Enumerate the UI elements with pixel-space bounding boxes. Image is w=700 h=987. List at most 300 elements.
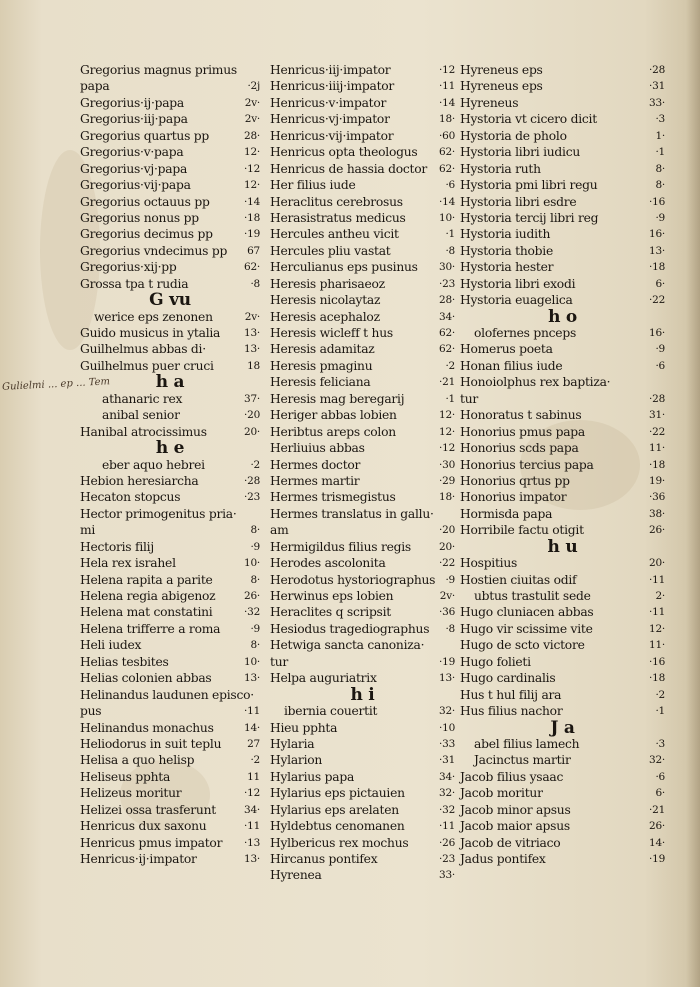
entry-folio-reference: ·12 xyxy=(439,442,455,455)
entry-text: Heraclites q scripsit xyxy=(270,605,391,620)
entry-text: Gregorius·vij·papa xyxy=(80,178,191,193)
entry-folio-reference: ·11 xyxy=(439,820,455,833)
index-entry xyxy=(270,341,455,357)
index-entry xyxy=(270,489,455,505)
entry-text: Gregorius nonus pp xyxy=(80,210,199,225)
entry-text: abel filius lamech xyxy=(474,736,580,751)
entry-folio-reference: ·11 xyxy=(649,573,665,586)
entry-folio-reference: ·20 xyxy=(244,409,260,422)
entry-folio-reference: 13· xyxy=(439,672,455,685)
entry-folio-reference: ·33 xyxy=(439,737,455,750)
index-entry xyxy=(270,144,455,160)
index-entry xyxy=(80,226,260,242)
index-entry xyxy=(80,391,260,407)
entry-folio-reference: 8· xyxy=(250,524,260,537)
entry-text: Heresis feliciana xyxy=(270,375,371,390)
entry-text: Honorius impator xyxy=(460,490,567,505)
entry-folio-reference: ·30 xyxy=(439,458,455,471)
entry-text: Hanibal atrocissimus xyxy=(80,424,207,439)
entry-text: Hystoria hester xyxy=(460,260,554,275)
entry-text: Hermes martir xyxy=(270,473,360,488)
entry-folio-reference: ·20 xyxy=(439,524,455,537)
entry-folio-reference: ·18 xyxy=(244,211,260,224)
entry-text: Her filius iude xyxy=(270,178,356,193)
entry-text: Hugo vir scissime vite xyxy=(460,621,593,636)
section-heading: h o xyxy=(548,306,577,327)
index-entry xyxy=(270,128,455,144)
entry-folio-reference: ·13 xyxy=(244,836,260,849)
index-entry xyxy=(270,243,455,259)
entry-text: Gregorius·v·papa xyxy=(80,145,184,160)
entry-text: eber aquo hebrei xyxy=(102,457,205,472)
index-entry xyxy=(80,703,260,719)
index-entry xyxy=(460,736,665,752)
entry-folio-reference: ·21 xyxy=(649,803,665,816)
index-entry xyxy=(80,851,260,867)
index-entry xyxy=(80,144,260,160)
entry-folio-reference: 31· xyxy=(649,409,665,422)
entry-text: Guilhelmus abbas di· xyxy=(80,342,206,357)
index-entry xyxy=(270,325,455,341)
entry-folio-reference: ·29 xyxy=(439,474,455,487)
index-entry xyxy=(270,506,455,522)
entry-folio-reference: 28· xyxy=(439,294,455,307)
entry-text: ubtus trastulit sede xyxy=(474,589,591,603)
index-entry xyxy=(270,111,455,127)
entry-folio-reference: 13· xyxy=(244,853,260,865)
entry-folio-reference: ·9 xyxy=(655,343,665,356)
entry-folio-reference: ·18 xyxy=(649,261,665,274)
entry-text: Hystoria libri esdre xyxy=(460,194,577,209)
entry-folio-reference: 10· xyxy=(439,211,455,224)
entry-text: Heliseus pphta xyxy=(80,769,171,784)
entry-text: Heli iudex xyxy=(80,638,142,653)
entry-text: Guilhelmus puer cruci xyxy=(80,358,214,373)
entry-folio-reference: 13· xyxy=(244,343,260,356)
entry-text: Heresis wicleff t hus xyxy=(270,326,393,340)
entry-folio-reference: 8· xyxy=(655,162,665,175)
index-entry xyxy=(460,752,665,768)
entry-text: Hyldebtus cenomanen xyxy=(270,819,405,834)
index-entry xyxy=(270,818,455,834)
section-heading: h u xyxy=(547,536,578,557)
entry-text: werice eps zenonen xyxy=(94,309,213,324)
index-entry xyxy=(460,210,665,226)
index-entry xyxy=(270,654,455,670)
index-entry xyxy=(270,194,455,210)
entry-folio-reference: ·14 xyxy=(439,195,455,208)
entry-text: Henricus pmus impator xyxy=(80,835,223,850)
index-entry xyxy=(80,128,260,144)
entry-folio-reference: 20· xyxy=(649,557,665,570)
entry-folio-reference: 18· xyxy=(439,113,455,126)
entry-folio-reference: ·2j xyxy=(247,80,260,93)
entry-folio-reference: 20· xyxy=(439,540,455,553)
entry-folio-reference: ·28 xyxy=(244,474,260,487)
entry-folio-reference: 11· xyxy=(649,442,665,455)
entry-folio-reference: 2v· xyxy=(244,96,260,109)
index-entry xyxy=(460,325,665,341)
entry-folio-reference: ·14 xyxy=(244,195,260,208)
index-entry xyxy=(460,489,665,505)
entry-text: Hugo cardinalis xyxy=(460,671,556,686)
entry-text: Hormisda papa xyxy=(460,506,553,521)
index-entry xyxy=(460,637,665,653)
entry-folio-reference: ·23 xyxy=(244,491,260,504)
entry-text: Hystoria thobie xyxy=(460,243,553,258)
entry-text: Honorius pmus papa xyxy=(460,424,585,439)
index-entry xyxy=(460,604,665,620)
entry-text: Hystoria libri iudicu xyxy=(460,145,581,160)
entry-folio-reference: ·19 xyxy=(439,655,455,668)
index-entry xyxy=(80,555,260,571)
index-entry xyxy=(270,309,455,325)
entry-folio-reference: 30· xyxy=(439,261,455,274)
entry-folio-reference: 16· xyxy=(649,228,665,241)
entry-text: Herodotus hystoriographus xyxy=(270,572,436,587)
entry-text: Hylarius eps arelaten xyxy=(270,802,399,817)
entry-folio-reference: ·22 xyxy=(649,294,665,307)
entry-text: Henricus·vj·impator xyxy=(270,112,390,127)
index-entry xyxy=(460,572,665,588)
index-entry xyxy=(270,785,455,801)
entry-text: Heraclitus cerebrosus xyxy=(270,194,403,209)
entry-text: Hystoria euagelica xyxy=(460,293,573,308)
entry-text: Heliodorus in suit teplu xyxy=(80,736,222,751)
entry-folio-reference: 12· xyxy=(244,146,260,159)
entry-text: Gregorius octauus pp xyxy=(80,194,210,209)
index-entry xyxy=(80,835,260,851)
entry-text: Hylarius eps pictauien xyxy=(270,786,405,801)
entry-text: Heresis pharisaeoz xyxy=(270,276,385,291)
entry-folio-reference: ·1 xyxy=(655,146,665,159)
index-entry xyxy=(80,687,260,703)
entry-text: Hermigildus filius regis xyxy=(270,539,411,554)
index-entry xyxy=(270,78,455,94)
entry-folio-reference: 14· xyxy=(649,836,665,849)
index-entry xyxy=(80,62,260,78)
entry-folio-reference: ·12 xyxy=(244,787,260,800)
entry-folio-reference: 34· xyxy=(439,310,455,323)
index-entry xyxy=(80,785,260,801)
entry-folio-reference: ·2 xyxy=(250,754,260,767)
entry-folio-reference: ·14 xyxy=(439,96,455,109)
entry-folio-reference: 8· xyxy=(655,179,665,192)
entry-text: Herodes ascolonita xyxy=(270,556,386,571)
entry-text: Henricus·v·impator xyxy=(270,95,387,110)
entry-text: Hermes trismegistus xyxy=(270,490,396,505)
entry-folio-reference: ·36 xyxy=(649,491,665,504)
entry-text: Gregorius·vj·papa xyxy=(80,161,188,176)
index-entry xyxy=(270,522,455,538)
index-entry xyxy=(80,407,260,423)
entry-text: Hesiodus tragediographus xyxy=(270,621,430,636)
entry-folio-reference: ·11 xyxy=(244,820,260,833)
entry-folio-reference: ·32 xyxy=(244,606,260,619)
entry-folio-reference: 10· xyxy=(244,557,260,570)
index-entry xyxy=(460,802,665,818)
index-entry xyxy=(80,309,260,325)
index-entry xyxy=(270,210,455,226)
entry-folio-reference: 18· xyxy=(439,491,455,504)
entry-folio-reference: ·1 xyxy=(445,392,455,405)
entry-folio-reference: ·31 xyxy=(649,80,665,93)
entry-text: Hus filius nachor xyxy=(460,704,563,719)
entry-folio-reference: ·28 xyxy=(649,392,665,405)
entry-text: Hystoria pmi libri regu xyxy=(460,178,598,193)
entry-folio-reference: 10· xyxy=(244,655,260,668)
entry-text: Hecaton stopcus xyxy=(80,490,181,505)
entry-text: Honoiolphus rex baptiza· xyxy=(460,375,611,390)
entry-text: Gregorius·xij·pp xyxy=(80,260,177,275)
entry-folio-reference: ·6 xyxy=(655,770,665,783)
index-entry xyxy=(270,473,455,489)
entry-text: Jacob de vitriaco xyxy=(460,835,561,850)
entry-folio-reference: 12· xyxy=(649,622,665,635)
entry-text: Heriger abbas lobien xyxy=(270,408,397,423)
index-entry xyxy=(80,95,260,111)
index-entry xyxy=(80,539,260,555)
entry-folio-reference: ·1 xyxy=(445,228,455,241)
entry-folio-reference: ·31 xyxy=(439,754,455,767)
entry-folio-reference: ·26 xyxy=(439,836,455,849)
entry-folio-reference: ·19 xyxy=(649,853,665,865)
entry-text: Grossa tpa t rudia xyxy=(80,276,189,291)
index-entry xyxy=(460,835,665,851)
entry-text: Heresis mag beregarij xyxy=(270,391,405,406)
entry-text: Heresis adamitaz xyxy=(270,342,375,357)
entry-text: Helena rapita a parite xyxy=(80,572,213,587)
index-entry xyxy=(270,621,455,637)
section-heading: h a xyxy=(155,372,185,393)
entry-folio-reference: 20· xyxy=(244,425,260,438)
entry-folio-reference: 6· xyxy=(655,277,665,290)
entry-text: Hostien ciuitas odif xyxy=(460,572,577,587)
entry-folio-reference: ·2 xyxy=(445,359,455,372)
entry-text: Hylaria xyxy=(270,736,315,751)
index-entry xyxy=(270,358,455,374)
entry-text: tur xyxy=(460,391,478,406)
entry-text: Hugo folieti xyxy=(460,654,531,669)
entry-text: Herasistratus medicus xyxy=(270,210,406,225)
index-entry xyxy=(270,161,455,177)
entry-text: Gregorius·iij·papa xyxy=(80,112,188,127)
entry-folio-reference: 2· xyxy=(655,590,665,602)
entry-text: Honorius tercius papa xyxy=(460,457,594,472)
section-heading: h e xyxy=(155,438,185,459)
index-entry xyxy=(270,226,455,242)
entry-text: Henricus·iij·impator xyxy=(270,63,391,77)
index-entry xyxy=(460,621,665,637)
entry-text: papa xyxy=(80,79,110,94)
entry-text: Hebion heresiarcha xyxy=(80,473,199,488)
index-entry xyxy=(270,424,455,440)
entry-text: Henricus opta theologus xyxy=(270,145,418,160)
index-entry xyxy=(80,522,260,538)
entry-text: Gregorius quartus pp xyxy=(80,128,210,143)
entry-text: Honoratus t sabinus xyxy=(460,408,582,423)
index-entry xyxy=(270,588,455,604)
entry-text: Helena mat constatini xyxy=(80,605,213,620)
index-entry xyxy=(460,243,665,259)
entry-text: Jacob minor apsus xyxy=(460,802,571,817)
entry-folio-reference: 26· xyxy=(649,820,665,833)
entry-folio-reference: ·2 xyxy=(655,688,665,701)
entry-text: Hyreneus xyxy=(460,95,519,110)
index-entry xyxy=(270,407,455,423)
index-entry xyxy=(80,78,260,94)
entry-folio-reference: 26· xyxy=(649,524,665,537)
entry-text: Hercules pliu vastat xyxy=(270,243,391,258)
entry-folio-reference: 34· xyxy=(244,803,260,816)
index-entry xyxy=(270,177,455,193)
entry-text: Hyreneus eps xyxy=(460,63,543,77)
index-entry xyxy=(270,867,455,883)
index-entry xyxy=(270,539,455,555)
entry-folio-reference: 33· xyxy=(649,96,665,109)
index-entry xyxy=(80,769,260,785)
index-entry xyxy=(270,374,455,390)
entry-folio-reference: 34· xyxy=(439,770,455,783)
entry-folio-reference: ·6 xyxy=(655,359,665,372)
entry-folio-reference: ·36 xyxy=(439,606,455,619)
entry-text: Helizei ossa trasferunt xyxy=(80,802,216,817)
entry-folio-reference: ·9 xyxy=(655,211,665,224)
index-entry xyxy=(460,391,665,407)
entry-text: Hylbericus rex mochus xyxy=(270,835,409,850)
entry-folio-reference: ·9 xyxy=(445,573,455,586)
entry-folio-reference: ·16 xyxy=(649,195,665,208)
entry-folio-reference: ·8 xyxy=(445,244,455,257)
entry-text: Guido musicus in ytalia xyxy=(80,326,221,340)
entry-text: Heresis nicolaytaz xyxy=(270,293,381,308)
entry-folio-reference: 11 xyxy=(247,770,260,783)
entry-text: Hieu pphta xyxy=(270,720,338,735)
entry-folio-reference: 67 xyxy=(247,244,260,257)
index-entry xyxy=(80,111,260,127)
index-entry xyxy=(80,637,260,653)
entry-folio-reference: ·60 xyxy=(439,129,455,142)
entry-folio-reference: ·11 xyxy=(439,80,455,93)
entry-folio-reference: 62· xyxy=(439,146,455,159)
entry-text: Hermes translatus in gallu· xyxy=(270,506,434,521)
entry-folio-reference: ·19 xyxy=(244,228,260,241)
entry-text: Henricus dux saxonu xyxy=(80,819,207,834)
index-entry xyxy=(460,144,665,160)
entry-text: Helinandus monachus xyxy=(80,720,214,735)
index-entry xyxy=(80,572,260,588)
marginal-handwriting: Gulielmi ... ep ... Tem xyxy=(1,376,111,393)
entry-text: Helena trifferre a roma xyxy=(80,621,221,636)
index-entry xyxy=(80,604,260,620)
entry-folio-reference: 8· xyxy=(250,639,260,652)
index-entry xyxy=(460,62,665,78)
entry-text: Hugo cluniacen abbas xyxy=(460,605,594,620)
index-entry xyxy=(460,259,665,275)
index-entry xyxy=(80,654,260,670)
entry-text: Hyreneus eps xyxy=(460,79,543,94)
entry-folio-reference: 2v· xyxy=(244,310,260,323)
entry-text: Hyrenea xyxy=(270,868,322,883)
entry-text: anibal senior xyxy=(102,408,180,423)
index-entry xyxy=(270,752,455,768)
index-entry xyxy=(80,736,260,752)
entry-text: Gregorius·ij·papa xyxy=(80,95,185,110)
entry-folio-reference: ·23 xyxy=(439,277,455,290)
entry-text: Hus t hul filij ara xyxy=(460,687,562,702)
entry-text: Hystoria de pholo xyxy=(460,128,567,143)
entry-folio-reference: ·8 xyxy=(445,622,455,635)
entry-folio-reference: 26· xyxy=(244,590,260,602)
entry-folio-reference: 62· xyxy=(439,162,455,175)
entry-text: Herliuius abbas xyxy=(270,441,365,456)
index-entry xyxy=(270,259,455,275)
entry-text: Hystoria tercij libri reg xyxy=(460,210,599,225)
index-entry xyxy=(80,473,260,489)
entry-text: Jacob filius ysaac xyxy=(460,769,564,784)
entry-text: Henricus·iiij·impator xyxy=(270,79,395,94)
index-entry xyxy=(270,292,455,308)
index-column-1 xyxy=(80,62,260,867)
entry-folio-reference: 13· xyxy=(649,244,665,257)
entry-folio-reference: ·3 xyxy=(655,113,665,126)
index-entry xyxy=(460,851,665,867)
entry-folio-reference: ·8 xyxy=(250,277,260,290)
entry-text: Helisa a quo helisp xyxy=(80,753,195,768)
entry-folio-reference: ·10 xyxy=(439,721,455,734)
entry-folio-reference: 62· xyxy=(439,327,455,339)
index-entry xyxy=(80,621,260,637)
entry-text: Jacob moritur xyxy=(460,786,543,801)
entry-text: Gregorius vndecimus pp xyxy=(80,243,228,258)
index-entry xyxy=(460,111,665,127)
index-entry xyxy=(270,835,455,851)
entry-text: Horribile factu otigit xyxy=(460,523,584,538)
entry-text: am xyxy=(270,523,289,538)
index-entry xyxy=(270,720,455,736)
entry-folio-reference: 19· xyxy=(649,474,665,487)
entry-folio-reference: 62· xyxy=(439,343,455,356)
index-entry xyxy=(270,851,455,867)
entry-text: Hectoris filij xyxy=(80,539,154,554)
index-entry xyxy=(460,407,665,423)
index-entry xyxy=(460,177,665,193)
entry-text: Homerus poeta xyxy=(460,342,553,357)
index-entry xyxy=(460,588,665,604)
entry-folio-reference: 12· xyxy=(439,425,455,438)
entry-folio-reference: 12· xyxy=(439,409,455,422)
index-entry xyxy=(460,506,665,522)
entry-folio-reference: 12· xyxy=(244,179,260,192)
entry-text: Helpa auguriatrix xyxy=(270,671,377,686)
index-entry xyxy=(80,177,260,193)
entry-text: Gregorius magnus primus xyxy=(80,63,237,77)
entry-folio-reference: 2v· xyxy=(244,113,260,126)
entry-text: Henricus·vij·impator xyxy=(270,128,394,143)
entry-text: Jacinctus martir xyxy=(474,753,571,768)
entry-folio-reference: 14· xyxy=(244,721,260,734)
entry-text: Herculianus eps pusinus xyxy=(270,260,418,275)
entry-folio-reference: 2v· xyxy=(439,590,455,602)
entry-folio-reference: ·16 xyxy=(649,655,665,668)
entry-text: Honorius qrtus pp xyxy=(460,473,570,488)
index-entry xyxy=(460,769,665,785)
entry-folio-reference: 18 xyxy=(247,359,260,372)
entry-folio-reference: 37· xyxy=(244,392,260,405)
entry-text: Hercules antheu vicit xyxy=(270,227,399,242)
entry-folio-reference: ·11 xyxy=(244,705,260,718)
entry-text: athanaric rex xyxy=(102,391,183,406)
